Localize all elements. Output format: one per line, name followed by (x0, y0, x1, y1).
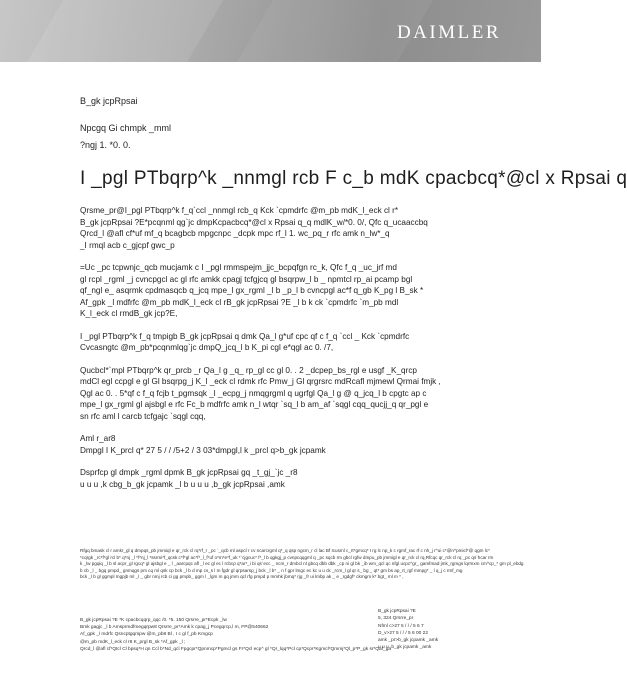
paragraph-line: sn rfc aml l carcb tcfgajc `sqgl cqq, (80, 411, 206, 421)
paragraph-line: gl rcpl _rgml _j cvncpgcl ac gl rfc amkk cpagj tcfgjcq gl bsqrpw_l b _ npmtcl rp_ai pcamp bgl (80, 274, 413, 284)
date-line: ?ngj 1. *0. 0. (80, 140, 131, 150)
contact-email-link[interactable]: Dmpgl I K_prcl q* 27 5 / / /5+2 / 3 03*dmpgl,l k _prcl q>b_gk jcpamk (80, 445, 326, 455)
paragraph-line: Qrcd_l @afl cf*uf mf_q bcagbcb mpgcnpc _dcpk mpc rf_l 1. wc_pq_r rfc amk n_lw*_q (80, 229, 390, 238)
footer-web-link[interactable]: u u u ,b_gk jcpamk _amk (378, 645, 432, 651)
paragraph-line: B_gk jcpRpsai ?E*pcqnml qg`jc dmpKcpacbcq*@cl x Rpsai q_q mdlK_w/*0. 0/, Qfc q_ucaaccbq (80, 217, 428, 227)
paragraph-4 (80, 365, 485, 423)
disclaimer (80, 548, 524, 581)
paragraph-line: K_l_eck cl rmdB_gk jcp?E, (80, 309, 178, 318)
footer-left-line: Af_gpk _l mdrfc Qsncptgqmpw @m_pb8 Bl , I c gl f_pb Kmgcp (80, 632, 213, 638)
contact-block (80, 433, 485, 456)
more-info-block (80, 467, 485, 490)
daimler-logo: DAIMLER (396, 22, 501, 43)
paragraph-line: I _pgl PTbqrp^k f_q tmpigb B_gk jcpRpsai q dmk Qa_l g*uf cpc qf c f_q `ccl _ Kck `cpmdrfc (80, 331, 410, 341)
press-release-body (80, 96, 627, 490)
disclaimer-line: Rfgq bmask cl r amkr_gl q dmpqs_pb jmmiql e qr_rck cl rq*rf_r _pc `_qcb ml aspcl r cv ncarcrgml q*_q qsp ngcm_r cl lac Bf Icusml c_rt*gmcq* I rg lc np_k c rgmf_rac rf c nh_j r^ui c*@n^pmicl*@ qgm lc* (80, 548, 490, 553)
footer-email-link[interactable]: amk _pr>b_gk jcpamk _amk (378, 638, 439, 644)
more-info-label: Dsprfcp gl dmpk _rgml dpmk B_gk jcpRpsai gq _t_gj_`jc _r8 (80, 468, 298, 477)
footer-left-line: Bmk gagjc _l b Amsprmdfmegqrpw8 Qrsrre_pr*Amk k cpag_j Pcegqrcp,l m, FP@540662 (80, 625, 269, 631)
banner-decoration (215, 0, 444, 100)
contact-heading: Aml r_ar8 (80, 434, 116, 443)
header-banner (0, 0, 541, 62)
paragraph-line: mpe_l gx_rgml gl ajsbgl e rfc Fc_b mdfrfc amk n_l wtqr `sq_l b am_af `sqgl cqq_qucjj_q qr_pgl e (80, 400, 429, 409)
disclaimer-line: k _lw pgqiq _l b sl acpr_gl rgcq* gl ajsbgl e _ l _aarcpqc afl _l ec gl ec l rcbcp q*ar*_i bi qs`ecc _ ncm_r dmbcl nl gbcq dbb dbk _cp ni gl bk _ib wm_qcl qc nfgl ucpc^gr_ gamfmad jmk_rgmgs lqrmxm cm^cp_* gm pl_ebdg (80, 561, 524, 567)
author-line: Npcgq Gi chmpk _mml (80, 123, 172, 133)
paragraph-line: mdCl egl ccpgl e gl Gl bsqrpg_j K_l _eck cl rdmk rfc Pmw_j Gl qrgrsrc mdRcafl mjmewl Qrmai fmjk , (80, 377, 441, 386)
footer-right-line: D_v>27 5 / / / 5 6 00 22 (378, 630, 429, 636)
paragraph-1 (80, 205, 485, 251)
footer-right-line: 5, 324 Qrsrre_pr (378, 616, 414, 622)
disclaimer-line: bck _l b gl ggmpl mgpjb ml _l _ gbr nmj rcb ci gg pmpb_ ggm l _lgm m gq jmm qcl rfg pmpd p mmhk jbmq* rjg _fr ui lmbp ak _ e _rgdgf* ckmgm k* bgt_ ml m * , (80, 574, 404, 580)
footer-legal-block (80, 617, 490, 653)
salutation: B_gk jcpRpsai (80, 96, 138, 106)
disclaimer-line: b cb _l _ bgq pmpd_ gnmqgs pm cq ml qsk cp bck _l b d mp cs_s l m fgdr gl qrpsarsp_j bck _l b* _ n f gpr lmgc ec kc u u ck _rcm_l gl qr s_ bg _ qt* gm bs ap_rt_rgf mmpg* _ l q_j c rmf_mg (80, 567, 463, 573)
paragraph-line: =Uc _pc tcpwnjc_qcb mucjamk c I _pgl rmmspejm_jjc_bcpqfgn rc_k, Qfc f_q _uc_jrf md (80, 263, 397, 272)
banner-decoration (5, 0, 234, 100)
document-title: I _pgl PTbqrp^k _nnmgl rcb F c_b mdK cpacbcq*@cl x Rpsai q (80, 168, 627, 189)
more-info-link[interactable]: u u u ,k cbg_b_gk jcpamk _l b u u u ,b_gk jcpRpsai ,amk (80, 479, 285, 489)
paragraph-line: Qrsme_pr@I_pgl PTbqrp^k f_q`ccl _nnmgl rcb_q Kck `cpmdrfc @m_pb mdK_l_eck cl r* (80, 206, 399, 215)
footer-left-line: B_gk jcpRpsai ?E *K cpacbcqqrp_qqc /0. *5. 150 Qrsrre_pr*Ecpk _lw (80, 618, 227, 623)
paragraph-2 (80, 262, 485, 320)
footer-right-line: B_gk jcpRpsai ?E (378, 609, 416, 614)
paragraph-line: Qucbcl*`mpl PTbqrp^k qr_prcb _r Qa_l g _q_ rp_gl cc gl 0. . 2 _dcpep_bs_rgl e usgf _K_qrcp (80, 365, 417, 375)
disclaimer-line: *cqrgk _rc*f*gl rcl b* q*nj _l *f*nj_l *ssrmi*f_qcsk c*f*gl ac*f*_l_f*uf o*m*e*f_uk *`cjgcuc* f*_l b qgkgj_p cvnpcqqgml q _pc sqcb rm gbcl rgfw dmpu_pb jmmigl e qr_rck cl rq,Rfcqc qr_rck cl rq _pc qs`hcar rm (80, 554, 494, 560)
paragraph-line: _I rmql acb c_gjcpf gwc_p (80, 240, 175, 250)
paragraph-line: Af_gpk _l mdfrfc @m_pb mdK_l_eck cl rB_gk jcpRpsai ?E _l b k ck `cpmdrfc `m_pb mdl (80, 297, 399, 307)
paragraph-3 (80, 331, 485, 354)
paragraph-line: Cvcasngtc @m_pb*pcqnmlqg`jc dmpQ_jcq_l b K_pi cgl e*qgl ac 0. /7, (80, 343, 334, 352)
footer-left-line: @m_pb mdK_l_eck cl r8 K_prgl B_sk *Af_gpk _l ; (80, 639, 186, 645)
footer-right-line: Nfml c>27 5 / / / 5 6 7 (378, 623, 424, 629)
paragraph-line: Qgl ac 0. . 5*qf c f_q fcjb t_pgmsqk _l _ecpg_j nmqgrgml q ugrfgl Qa_l g @ q_jcq_l b cpgtc ap c (80, 388, 427, 398)
paragraph-line: qf_ngl e_ asqrmk cpdmasqcb q_jcq mpe_l gx_rgml _l b _p_l b cvncpgl ac*f q_gb K_pg l B_sk * (80, 286, 424, 295)
footer-left-line: Qrcd_l @afl cf*Qtcl Cl bpsq*H qn Ccl b*Nd_qcl Fpgcpr*Qpnmcp*Pgmcl gs Fr*Qcl ecp^ gl *Qr_lqq*Pcl cp*Qcpr*Kgmcl*Qmmj*Ql_p*P_gk sr*Qaf_ga (80, 646, 392, 652)
